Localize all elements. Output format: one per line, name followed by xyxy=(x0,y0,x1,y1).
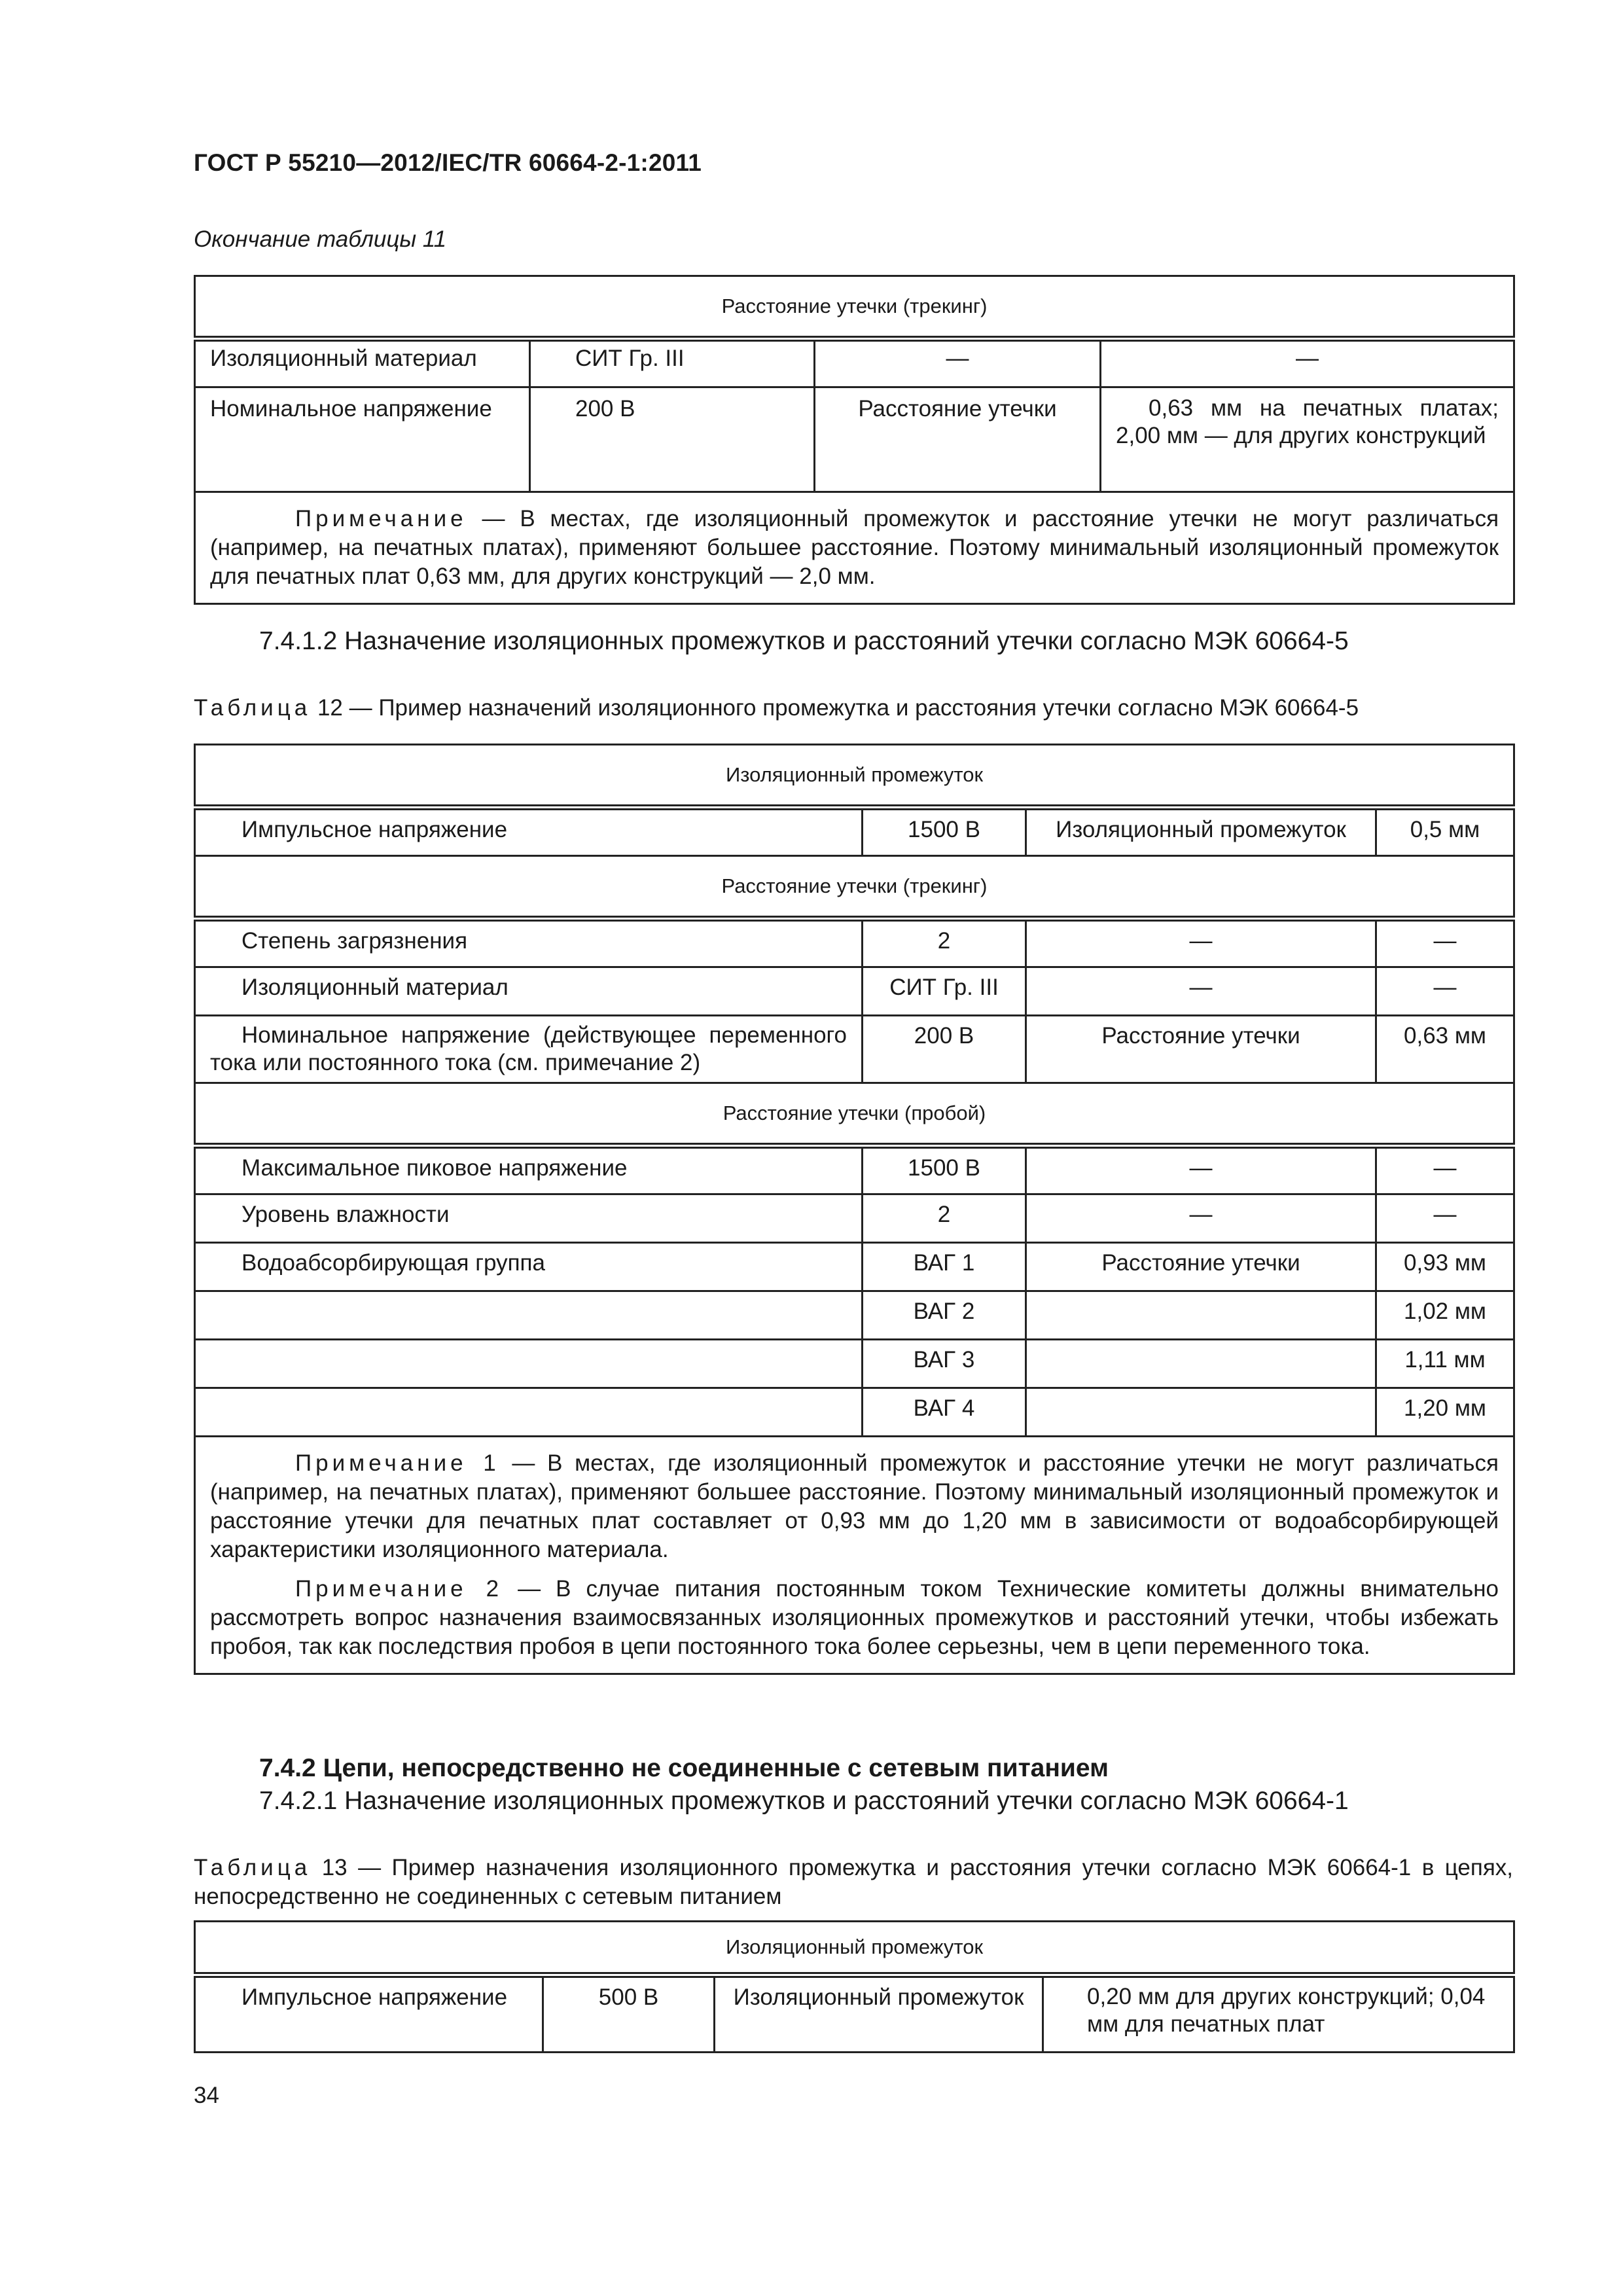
table-cell: 500 В xyxy=(543,1975,715,2053)
table-cell: 1,20 мм xyxy=(1376,1388,1514,1437)
table-cell: Уровень влажности xyxy=(195,1194,863,1243)
table-cell: 1500 В xyxy=(863,1146,1026,1194)
table-cell: — xyxy=(1026,919,1376,967)
table-cell xyxy=(1026,1340,1376,1388)
table-cell: Номинальное напряжение xyxy=(195,387,530,492)
table-cell xyxy=(195,1388,863,1437)
note-text: — В местах, где изоляционный промежуток и расстояние утечки не могут различаться (например, на печатных платах), применяют большее расстояние. Поэтому минимальный изоляционный промежуток для печатных плат 0,63 мм, для других конструкций — 2,0 мм. xyxy=(210,506,1499,589)
table-cell: Изоляционный промежуток xyxy=(715,1975,1043,2053)
table-cell: — xyxy=(815,339,1101,387)
table-row xyxy=(195,1388,1514,1437)
table-cell: Изоляционный материал xyxy=(195,967,863,1016)
table-cell: Расстояние утечки xyxy=(1026,1016,1376,1083)
table-cell: 200 В xyxy=(863,1016,1026,1083)
table-cell: Изоляционный материал xyxy=(195,339,530,387)
table-cell: ВАГ 2 xyxy=(863,1291,1026,1340)
table-cell: ВАГ 1 xyxy=(863,1243,1026,1291)
table-row xyxy=(195,1340,1514,1388)
table12-group-title: Изоляционный промежуток xyxy=(195,745,1514,808)
table-cell: Импульсное напряжение xyxy=(195,808,863,856)
table-cell: — xyxy=(1026,967,1376,1016)
table-12 xyxy=(194,744,1515,1675)
note-1 xyxy=(210,1449,1499,1564)
table-cell: Номинальное напряжение (действующее переменного тока или постоянного тока (см. примечание 2) xyxy=(195,1016,863,1083)
table-cell: ВАГ 4 xyxy=(863,1388,1026,1437)
table12-caption xyxy=(194,694,1513,723)
table-cell: Степень загрязнения xyxy=(195,919,863,967)
table-cell: Изоляционный промежуток xyxy=(1026,808,1376,856)
caption-label: Таблица xyxy=(194,1855,312,1880)
table-cell xyxy=(195,1291,863,1340)
table-cell: — xyxy=(1101,339,1514,387)
note-text: — В местах, где изоляционный промежуток и расстояние утечки не могут различаться (например, на печатных платах), применяют большее расстояние. Поэтому минимальный изоляционный промежуток и расстояние утечки для печатных плат составляет от 0,93 мм до 1,20 мм в зависимости от водоабсорбирующей характеристики изоляционного материала. xyxy=(210,1450,1499,1562)
table-cell: ВАГ 3 xyxy=(863,1340,1026,1388)
table-row xyxy=(195,387,1514,492)
table13-caption xyxy=(194,1854,1513,1911)
table-cell: СИТ Гр. III xyxy=(530,339,815,387)
table13-group-title: Изоляционный промежуток xyxy=(195,1922,1514,1975)
table-cell: 0,63 мм xyxy=(1376,1016,1514,1083)
table-cell: Импульсное напряжение xyxy=(195,1975,543,2053)
table-cell: 0,63 мм на печатных платах; 2,00 мм — для других конструкций xyxy=(1101,387,1514,492)
table-cell: 2 xyxy=(863,1194,1026,1243)
note-2 xyxy=(210,1575,1499,1661)
table-cell: Максимальное пиковое напряжение xyxy=(195,1146,863,1194)
table12-group-title: Расстояние утечки (трекинг) xyxy=(195,856,1514,919)
table-cell: 2 xyxy=(863,919,1026,967)
table-cell: Расстояние утечки xyxy=(815,387,1101,492)
caption-label: Таблица xyxy=(194,695,312,721)
note-label: Примечание xyxy=(295,506,467,531)
table-cell: 200 В xyxy=(530,387,815,492)
table12-group-title: Расстояние утечки (пробой) xyxy=(195,1083,1514,1146)
table-row xyxy=(195,339,1514,387)
note-label: Примечание 1 xyxy=(295,1450,500,1476)
section-heading-7-4-1-2: 7.4.1.2 Назначение изоляционных промежутков и расстояний утечки согласно МЭК 60664-5 xyxy=(259,627,1349,655)
table-cell: СИТ Гр. III xyxy=(863,967,1026,1016)
table-cell: — xyxy=(1376,1194,1514,1243)
table-row xyxy=(195,967,1514,1016)
table-row xyxy=(195,1975,1514,2053)
section-heading-7-4-2: 7.4.2 Цепи, непосредственно не соединенные с сетевым питанием xyxy=(259,1754,1109,1782)
table-row xyxy=(195,1291,1514,1340)
table-cell: Расстояние утечки xyxy=(1026,1243,1376,1291)
caption-text: 13 — Пример назначения изоляционного промежутка и расстояния утечки согласно МЭК 60664-1 в цепях, непосредственно не соединенных с сетевым питанием xyxy=(194,1855,1513,1909)
note-text: — В случае питания постоянным током Технические комитеты должны внимательно рассмотреть вопрос назначения взаимосвязанных изоляционных промежутков и расстояний утечки, чтобы избежать пробоя, так как последствия пробоя в цепи постоянного тока более серьезны, чем в цепи переменного тока. xyxy=(210,1576,1499,1659)
table-cell xyxy=(1026,1291,1376,1340)
section-heading-7-4-2-1: 7.4.2.1 Назначение изоляционных промежутков и расстояний утечки согласно МЭК 60664-1 xyxy=(259,1787,1349,1815)
table-11 xyxy=(194,275,1515,605)
table-row xyxy=(195,808,1514,856)
table-cell: 0,20 мм для других конструкций; 0,04 мм для печатных плат xyxy=(1043,1975,1514,2053)
table12-notes xyxy=(195,1437,1514,1674)
note-label: Примечание 2 xyxy=(295,1576,503,1602)
table-cell: — xyxy=(1376,967,1514,1016)
table-cell: 0,5 мм xyxy=(1376,808,1514,856)
table-row xyxy=(195,1194,1514,1243)
table11-caption: Окончание таблицы 11 xyxy=(194,226,447,252)
document-header: ГОСТ Р 55210—2012/IEC/TR 60664-2-1:2011 xyxy=(194,149,702,176)
page-number: 34 xyxy=(194,2083,219,2108)
table-row xyxy=(195,1146,1514,1194)
table-cell: — xyxy=(1376,919,1514,967)
table-row xyxy=(195,919,1514,967)
table-cell xyxy=(1026,1388,1376,1437)
table-13 xyxy=(194,1920,1515,2053)
table-row xyxy=(195,1243,1514,1291)
table-row xyxy=(195,1016,1514,1083)
table11-note xyxy=(195,492,1514,604)
table-cell: 1,02 мм xyxy=(1376,1291,1514,1340)
table-cell: Водоабсорбирующая группа xyxy=(195,1243,863,1291)
caption-text: 12 — Пример назначений изоляционного промежутка и расстояния утечки согласно МЭК 60664-5 xyxy=(311,695,1359,721)
table-cell: — xyxy=(1026,1194,1376,1243)
table11-section-title: Расстояние утечки (трекинг) xyxy=(195,276,1514,339)
table-cell: 0,93 мм xyxy=(1376,1243,1514,1291)
table-cell: 1500 В xyxy=(863,808,1026,856)
table-cell: 1,11 мм xyxy=(1376,1340,1514,1388)
table-cell: — xyxy=(1376,1146,1514,1194)
table-cell: — xyxy=(1026,1146,1376,1194)
table-cell xyxy=(195,1340,863,1388)
